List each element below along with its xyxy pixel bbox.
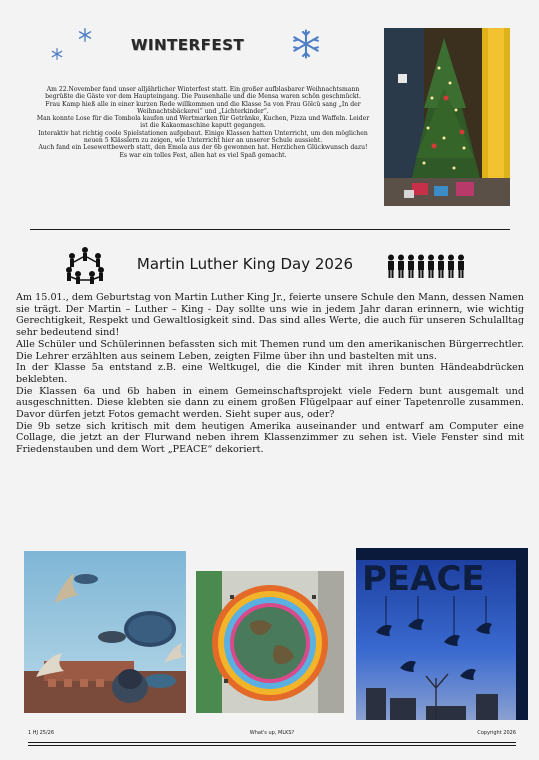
winterfest-article: [36, 86, 370, 159]
footer-divider: [28, 742, 516, 743]
article-paragraph: Die 9b setze sich kritisch mit dem heutigen Amerika auseinander und entwarf am Computer eine Collage, die jetzt an der Flurwand neben ihrem Klassenzimmer zu sehen ist. Viele Fenster sind mit Friedenstauben und dem Wort „PEACE“ dekoriert.: [16, 420, 524, 456]
article-paragraph: Man konnte Lose für die Tombola kaufen und Wertmarken für Getränke, Kuchen, Pizza und Waffeln. Leider ist die Kakaomaschine kaputt gegangen.: [36, 115, 370, 130]
article-paragraph: Frau Kamp hieß alle in einer kurzen Rede willkommen und die Klasse 5a von Frau Gölcü sang „In der Weihnachtsbäckerei“ und „Lichterkinder“.: [45, 100, 361, 115]
peace-window-photo: [356, 548, 528, 720]
children-circle-icon: [64, 246, 106, 284]
article-paragraph: Die Klassen 6a und 6b haben in einem Gemeinschaftsprojekt viele Federn bunt ausgemalt und ausgeschnitten. Diese klebten sie dann zu einem großen Flügelpaar auf einer Tapetenrolle zusammen. Davor dürfen jetzt Fotos gemacht werden. Sieht super aus, oder?: [16, 385, 524, 421]
handprint-globe-photo: [196, 571, 344, 713]
footer-divider: [28, 745, 516, 746]
snowflake-icon: [78, 28, 92, 42]
people-row-icon: [386, 254, 468, 278]
section-divider: [30, 229, 510, 230]
article-paragraph: Alle Schüler und Schülerinnen befassten sich mit Themen rund um den amerikanischen Bürgerrechtler. Die Lehrer erzählten aus seinem Leben, zeigten Filme über ihn und bastelten mit uns.: [16, 338, 524, 362]
article-paragraph: Am 22.November fand unser alljährlicher Winterfest statt. Ein großer aufblasbarer Weihnachtsmann begrüßte die Gäste vor dem Haupteingang. Die Pausenhalle und die Mensa waren schön geschmückt.: [45, 86, 361, 101]
mlk-title: Martin Luther King Day 2026: [136, 255, 354, 273]
dove-collage-photo: [24, 551, 186, 713]
christmas-tree-photo: [384, 28, 510, 206]
footer-copyright: Copyright 2026: [477, 730, 516, 736]
mlk-article: [16, 292, 524, 456]
snowflake-icon: [291, 29, 321, 59]
footer-issue: 1 HJ 25/26: [28, 730, 55, 736]
winterfest-title: WINTERFEST: [130, 36, 245, 54]
article-paragraph: Auch fand ein Lesewettbewerb statt, den Emela aus der 6b gewonnen hat. Herzlichen Glückwunsch dazu!: [38, 144, 368, 152]
article-paragraph: Am 15.01., dem Geburtstag von Martin Luther King Jr., feierte unsere Schule den Mann, dessen Namen sie trägt. Der Martin – Luther – King - Day sollte uns wie in jedem Jahr daran erinnern, wie wichtig Gerechtigkeit, Respekt und Gewaltlosigkeit sind. Das sind alles Werte, die auch für unseren Schulalltag sehr bedeutend sind!: [16, 292, 524, 339]
footer-title: What's up, MLKS?: [249, 730, 295, 736]
article-paragraph: Interaktiv hat richtig coole Spielstationen aufgebaut. Einige Klassen hatten Unterricht, um den möglichen neuen 5 Klässlern zu zeigen, wie Unterricht hier an unserer Schule aussieht.: [38, 129, 368, 145]
article-paragraph: In der Klasse 5a entstand z.B. eine Weltkugel, die die Kinder mit ihren bunten Händeabdrücken beklebten.: [16, 362, 524, 385]
article-paragraph: Es war ein tolles Fest, allen hat es viel Spaß gemacht.: [119, 151, 287, 159]
peace-word: PEACE: [362, 559, 485, 599]
snowflake-icon: [51, 48, 63, 60]
